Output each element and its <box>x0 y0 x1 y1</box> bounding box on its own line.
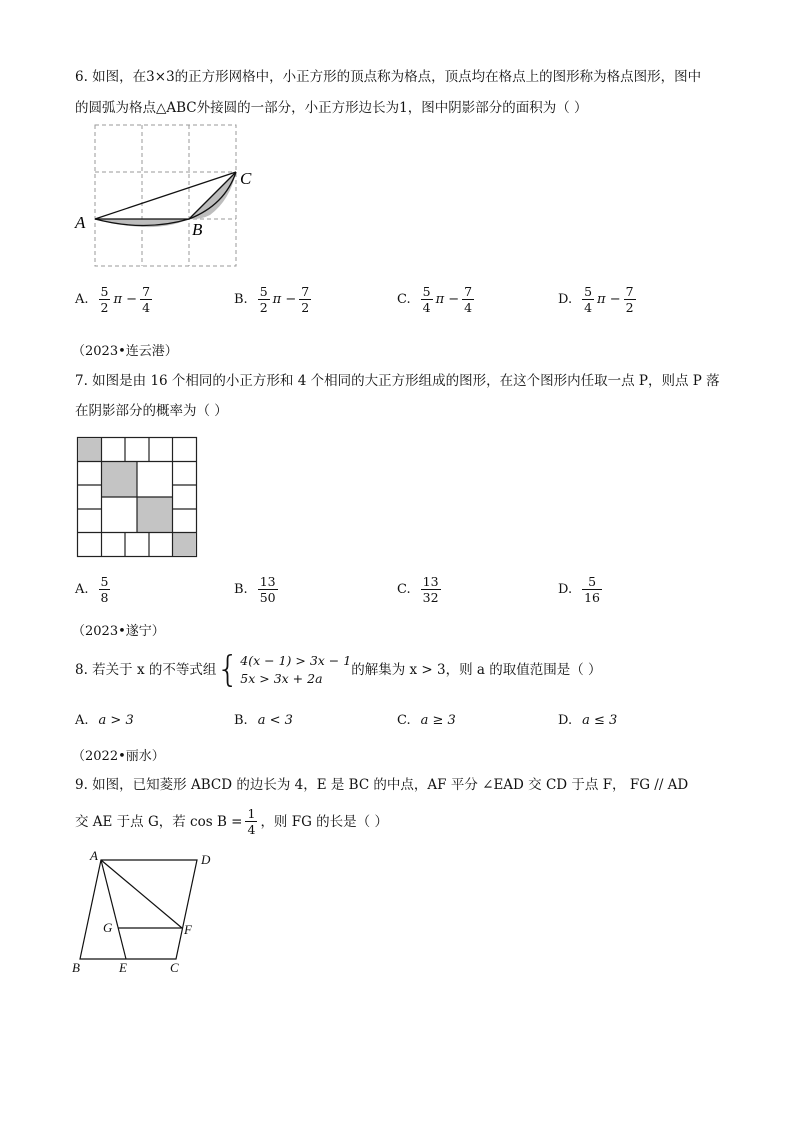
q7-source: （2023•连云港） <box>72 344 178 359</box>
q8-option-a[interactable]: A. a > 3 <box>75 713 134 728</box>
q9-label-e: E <box>119 960 127 975</box>
q7-option-d[interactable]: D. $\frac{5}{16}$ <box>558 574 600 605</box>
q6-label-b: B <box>192 220 203 239</box>
q6-text-line1: 6. 如图，在3×3的正方形网格中，小正方形的顶点称为格点，顶点均在格点上的图形称为格点图形，图中 <box>75 69 702 85</box>
q9-source: （2022•丽水） <box>72 749 165 764</box>
q8-option-d[interactable]: D. a ≤ 3 <box>558 713 618 728</box>
q6-option-a[interactable]: A. $\frac{5}{2}$ π − $\frac{7}{4}$ <box>75 284 151 315</box>
q9-figure <box>68 848 228 978</box>
q6-text-line2: 的圆弧为格点△ABC外接圆的一部分，小正方形边长为1，图中阴影部分的面积为（ ） <box>75 100 588 116</box>
q8-option-c[interactable]: C. a ≥ 3 <box>397 713 456 728</box>
q6-figure <box>70 120 270 270</box>
q9-text-line2: 交 AE 于点 G，若 cos B = $\frac{1}{4}$ ，则 FG 的长是（ ） <box>75 806 388 837</box>
q8-inequality-system: { 4(x − 1) > 3x − 1 5x > 3x + 2a <box>216 649 352 690</box>
q9-text-line1: 9. 如图，已知菱形 ABCD 的边长为 4，E 是 BC 的中点，AF 平分 ∠EAD 交 CD 于点 F， FG // AD <box>75 777 689 793</box>
q9-label-d: D <box>201 852 211 867</box>
q7-option-a[interactable]: A. $\frac{5}{8}$ <box>75 574 109 605</box>
q7-figure <box>76 436 200 560</box>
q6-option-d[interactable]: D. $\frac{5}{4}$ π − $\frac{7}{2}$ <box>558 284 634 315</box>
q9-label-b: B <box>72 960 80 975</box>
q8-source: （2023•遂宁） <box>72 624 165 639</box>
q8-text: 8. 若关于 x 的不等式组 { 4(x − 1) > 3x − 1 5x > 3x + 2a 的解集为 x > 3，则 a 的取值范围是（ ） <box>75 649 602 690</box>
q7-option-c[interactable]: C. $\frac{13}{32}$ <box>397 574 439 605</box>
q6-option-c[interactable]: C. $\frac{5}{4}$ π − $\frac{7}{4}$ <box>397 284 473 315</box>
q7-option-b[interactable]: B. $\frac{13}{50}$ <box>234 574 276 605</box>
q7-text-line2: 在阴影部分的概率为（ ） <box>75 403 228 419</box>
q9-label-c: C <box>170 960 179 975</box>
q9-label-f: F <box>184 922 192 937</box>
q6-label-a: A <box>75 213 86 232</box>
q9-label-g: G <box>103 920 113 935</box>
q6-option-b[interactable]: B. $\frac{5}{2}$ π − $\frac{7}{2}$ <box>234 284 310 315</box>
q9-label-a: A <box>90 848 98 863</box>
q8-option-b[interactable]: B. a < 3 <box>234 713 293 728</box>
q7-text-line1: 7. 如图是由 16 个相同的小正方形和 4 个相同的大正方形组成的图形，在这个图形内任取一点 P，则点 P 落 <box>75 373 720 389</box>
q6-label-c: C <box>240 169 252 188</box>
